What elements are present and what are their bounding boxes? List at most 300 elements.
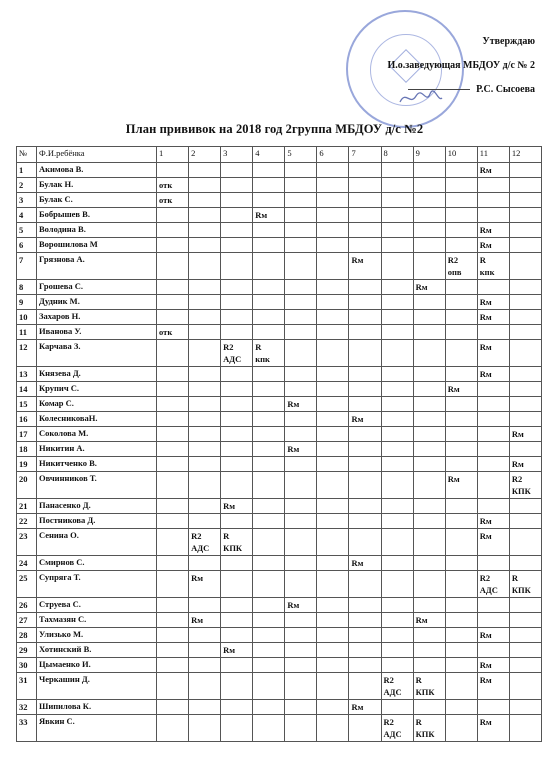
approval-block [335, 30, 535, 102]
vaccination-cell [317, 193, 349, 208]
vaccination-cell [349, 397, 381, 412]
vaccination-cell [189, 457, 221, 472]
vaccination-cell [445, 613, 477, 628]
vaccination-cell [349, 295, 381, 310]
vaccination-cell [221, 628, 253, 643]
vaccination-cell [285, 658, 317, 673]
vaccination-cell [221, 178, 253, 193]
vaccination-cell [509, 325, 541, 340]
vaccination-cell [221, 442, 253, 457]
row-number: 20 [17, 472, 37, 499]
vaccination-cell [157, 529, 189, 556]
vaccination-cell [445, 193, 477, 208]
vaccination-cell [317, 658, 349, 673]
vaccination-cell [157, 382, 189, 397]
row-number: 13 [17, 367, 37, 382]
vaccination-cell [381, 325, 413, 340]
vaccination-cell [221, 598, 253, 613]
vaccination-cell [285, 457, 317, 472]
vaccination-cell [253, 280, 285, 295]
vaccination-cell [157, 223, 189, 238]
vaccination-cell [477, 178, 509, 193]
row-number: 16 [17, 412, 37, 427]
row-number: 25 [17, 571, 37, 598]
table-row [17, 628, 542, 643]
child-name: Дудник М. [37, 295, 157, 310]
vaccination-cell [317, 643, 349, 658]
row-number: 33 [17, 715, 37, 742]
table-row [17, 238, 542, 253]
child-name: Струева С. [37, 598, 157, 613]
table-row [17, 658, 542, 673]
vaccination-cell [445, 340, 477, 367]
vaccination-cell [477, 397, 509, 412]
vaccination-cell [317, 163, 349, 178]
row-number: 32 [17, 700, 37, 715]
row-number: 11 [17, 325, 37, 340]
vaccination-cell [189, 340, 221, 367]
vaccination-cell [221, 673, 253, 700]
vaccination-cell [509, 598, 541, 613]
vaccination-cell [317, 223, 349, 238]
vaccination-cell [157, 613, 189, 628]
vaccination-cell [189, 178, 221, 193]
vaccination-cell [189, 397, 221, 412]
column-header: 6 [317, 147, 349, 163]
vaccination-cell: Rм [189, 613, 221, 628]
vaccination-cell [445, 499, 477, 514]
vaccination-cell [157, 700, 189, 715]
vaccination-cell [381, 340, 413, 367]
vaccination-cell: Rм [221, 499, 253, 514]
child-name: Грязнова А. [37, 253, 157, 280]
vaccination-cell [189, 472, 221, 499]
vaccination-cell [317, 442, 349, 457]
vaccination-cell [413, 571, 445, 598]
vaccination-cell: Rм [477, 367, 509, 382]
vaccination-cell [445, 397, 477, 412]
vaccination-cell [221, 457, 253, 472]
vaccination-cell: Rм [477, 514, 509, 529]
vaccination-cell [477, 208, 509, 223]
vaccination-cell: R КПК [413, 673, 445, 700]
vaccination-cell [285, 193, 317, 208]
column-header: 4 [253, 147, 285, 163]
vaccination-cell [381, 367, 413, 382]
vaccination-cell [157, 253, 189, 280]
vaccination-cell [253, 442, 285, 457]
row-number: 9 [17, 295, 37, 310]
vaccination-cell [349, 163, 381, 178]
vaccination-cell [253, 571, 285, 598]
vaccination-cell: Rм [445, 382, 477, 397]
vaccination-cell [285, 163, 317, 178]
vaccination-cell [317, 340, 349, 367]
vaccination-cell [509, 253, 541, 280]
table-row [17, 472, 542, 499]
vaccination-cell [253, 427, 285, 442]
vaccination-cell [157, 442, 189, 457]
vaccination-cell [381, 442, 413, 457]
vaccination-cell [381, 529, 413, 556]
vaccination-cell [349, 499, 381, 514]
vaccination-cell: Rм [509, 457, 541, 472]
vaccination-cell [189, 556, 221, 571]
table-row [17, 280, 542, 295]
vaccination-cell [285, 529, 317, 556]
vaccination-cell [349, 427, 381, 442]
table-row [17, 529, 542, 556]
vaccination-cell [157, 412, 189, 427]
vaccination-cell [349, 658, 381, 673]
child-name: Панасенко Д. [37, 499, 157, 514]
vaccination-cell: Rм [189, 571, 221, 598]
vaccination-cell [413, 658, 445, 673]
vaccination-cell [509, 715, 541, 742]
child-name: Булак Н. [37, 178, 157, 193]
vaccination-cell [285, 295, 317, 310]
vaccination-cell [509, 208, 541, 223]
vaccination-cell [445, 295, 477, 310]
vaccination-cell [317, 715, 349, 742]
vaccination-cell [285, 253, 317, 280]
vaccination-cell: Rм [349, 700, 381, 715]
vaccination-cell [477, 382, 509, 397]
vaccination-cell [253, 193, 285, 208]
vaccination-cell [157, 457, 189, 472]
column-header: 9 [413, 147, 445, 163]
child-name: Супряга Т. [37, 571, 157, 598]
vaccination-cell [445, 598, 477, 613]
vaccination-cell [477, 643, 509, 658]
vaccination-cell [381, 613, 413, 628]
vaccination-cell [509, 193, 541, 208]
vaccination-cell [317, 208, 349, 223]
child-name: Черкашин Д. [37, 673, 157, 700]
vaccination-cell [253, 700, 285, 715]
vaccination-cell [413, 223, 445, 238]
vaccination-cell [349, 382, 381, 397]
vaccination-cell [221, 208, 253, 223]
vaccination-cell [349, 193, 381, 208]
vaccination-cell [221, 412, 253, 427]
vaccination-cell [445, 658, 477, 673]
table-row [17, 382, 542, 397]
vaccination-cell: R2 АДС [189, 529, 221, 556]
row-number: 17 [17, 427, 37, 442]
vaccination-cell [381, 643, 413, 658]
vaccination-cell [157, 397, 189, 412]
vaccination-cell: Rм [477, 223, 509, 238]
vaccination-cell [413, 253, 445, 280]
vaccination-cell [253, 163, 285, 178]
vaccination-cell [189, 700, 221, 715]
vaccination-cell: Rм [477, 340, 509, 367]
vaccination-cell [285, 223, 317, 238]
vaccination-cell [349, 280, 381, 295]
vaccination-cell [157, 643, 189, 658]
vaccination-cell [349, 325, 381, 340]
table-row [17, 700, 542, 715]
vaccination-cell [253, 223, 285, 238]
vaccination-cell: Rм [477, 658, 509, 673]
vaccination-cell [189, 253, 221, 280]
vaccination-cell [157, 208, 189, 223]
vaccination-cell: R2 КПК [509, 472, 541, 499]
vaccination-cell [221, 700, 253, 715]
page-title: План прививок на 2018 год 2группа МБДОУ д/с №2 [125, 122, 424, 136]
row-number: 24 [17, 556, 37, 571]
vaccination-cell [253, 412, 285, 427]
vaccination-cell [285, 412, 317, 427]
column-header: 7 [349, 147, 381, 163]
vaccination-cell [381, 178, 413, 193]
vaccination-cell [157, 628, 189, 643]
vaccination-cell [157, 280, 189, 295]
vaccination-cell [189, 193, 221, 208]
vaccination-cell [381, 658, 413, 673]
vaccination-cell: R КПК [221, 529, 253, 556]
table-row [17, 310, 542, 325]
vaccination-cell: Rм [477, 310, 509, 325]
vaccination-cell [381, 253, 413, 280]
table-row [17, 397, 542, 412]
vaccination-cell [285, 310, 317, 325]
vaccination-cell [445, 700, 477, 715]
child-name: Постникова Д. [37, 514, 157, 529]
vaccination-cell: Rм [413, 613, 445, 628]
vaccination-cell [413, 643, 445, 658]
vaccination-cell [317, 382, 349, 397]
vaccination-cell [285, 340, 317, 367]
vaccination-cell [317, 238, 349, 253]
vaccination-cell [221, 367, 253, 382]
table-row [17, 223, 542, 238]
vaccination-cell [477, 700, 509, 715]
vaccination-cell [189, 643, 221, 658]
vaccination-cell: R2 опв [445, 253, 477, 280]
vaccination-cell [349, 367, 381, 382]
vaccination-cell [381, 280, 413, 295]
column-header: 3 [221, 147, 253, 163]
child-name: Грошева С. [37, 280, 157, 295]
vaccination-cell [253, 367, 285, 382]
vaccination-cell: R2 АДС [221, 340, 253, 367]
vaccination-cell [253, 658, 285, 673]
vaccination-cell [189, 238, 221, 253]
child-name: Булак С. [37, 193, 157, 208]
table-row [17, 208, 542, 223]
vaccination-cell: Rм [477, 295, 509, 310]
vaccination-cell [221, 571, 253, 598]
vaccination-cell [221, 253, 253, 280]
row-number: 4 [17, 208, 37, 223]
vaccination-cell [349, 310, 381, 325]
vaccination-cell [509, 499, 541, 514]
vaccination-cell [413, 499, 445, 514]
vaccination-cell [509, 367, 541, 382]
table-row [17, 295, 542, 310]
vaccination-cell [509, 382, 541, 397]
vaccination-cell [413, 178, 445, 193]
vaccination-cell [221, 295, 253, 310]
vaccination-cell [285, 208, 317, 223]
vaccination-cell [349, 223, 381, 238]
vaccination-cell [413, 529, 445, 556]
vaccination-cell [157, 340, 189, 367]
vaccination-cell [157, 598, 189, 613]
vaccination-cell [477, 499, 509, 514]
vaccination-cell [317, 253, 349, 280]
vaccination-cell: Rм [477, 628, 509, 643]
row-number: 18 [17, 442, 37, 457]
child-name: Крупич С. [37, 382, 157, 397]
vaccination-cell [253, 310, 285, 325]
child-name: Князева Д. [37, 367, 157, 382]
vaccination-cell [221, 397, 253, 412]
vaccination-table [16, 146, 542, 742]
vaccination-cell [413, 163, 445, 178]
vaccination-cell: Rм [477, 673, 509, 700]
vaccination-cell [189, 715, 221, 742]
vaccination-cell [413, 514, 445, 529]
row-number: 10 [17, 310, 37, 325]
table-row [17, 253, 542, 280]
row-number: 1 [17, 163, 37, 178]
table-row [17, 643, 542, 658]
table-row [17, 499, 542, 514]
vaccination-cell [285, 673, 317, 700]
vaccination-cell [349, 529, 381, 556]
vaccination-cell [509, 673, 541, 700]
child-name: Цымаенко И. [37, 658, 157, 673]
child-name: Карчава З. [37, 340, 157, 367]
vaccination-cell [445, 457, 477, 472]
child-name: Никитченко В. [37, 457, 157, 472]
vaccination-cell [189, 427, 221, 442]
vaccination-cell [221, 556, 253, 571]
vaccination-cell [157, 427, 189, 442]
vaccination-cell [477, 556, 509, 571]
vaccination-cell: Rм [349, 412, 381, 427]
vaccination-cell [317, 397, 349, 412]
table-body [17, 163, 542, 742]
vaccination-cell [413, 295, 445, 310]
vaccination-cell [413, 427, 445, 442]
vaccination-cell [445, 223, 477, 238]
vaccination-cell [221, 472, 253, 499]
vaccination-cell [509, 514, 541, 529]
vaccination-cell: R кпк [253, 340, 285, 367]
vaccination-cell [221, 613, 253, 628]
vaccination-cell [189, 499, 221, 514]
approver-position: И.о.заведующая МБДОУ д/с № 2 [387, 60, 535, 71]
vaccination-cell [509, 223, 541, 238]
row-number: 5 [17, 223, 37, 238]
vaccination-cell [477, 325, 509, 340]
child-name: Бобрышев В. [37, 208, 157, 223]
vaccination-cell [157, 514, 189, 529]
vaccination-cell [381, 472, 413, 499]
vaccination-cell [413, 340, 445, 367]
vaccination-cell [253, 628, 285, 643]
vaccination-cell [381, 700, 413, 715]
vaccination-cell [381, 310, 413, 325]
child-name: Смирнов С. [37, 556, 157, 571]
vaccination-cell: Rм [477, 238, 509, 253]
vaccination-cell [477, 412, 509, 427]
child-name: Шипилова К. [37, 700, 157, 715]
vaccination-cell [317, 325, 349, 340]
vaccination-cell [445, 715, 477, 742]
vaccination-cell [189, 280, 221, 295]
vaccination-cell [285, 700, 317, 715]
vaccination-cell [317, 457, 349, 472]
vaccination-cell [189, 325, 221, 340]
vaccination-cell [189, 628, 221, 643]
vaccination-cell [509, 658, 541, 673]
vaccination-cell [285, 514, 317, 529]
vaccination-cell [317, 427, 349, 442]
vaccination-cell [413, 208, 445, 223]
row-number: 3 [17, 193, 37, 208]
vaccination-cell [413, 700, 445, 715]
vaccination-cell [381, 514, 413, 529]
vaccination-cell [253, 325, 285, 340]
vaccination-cell [477, 472, 509, 499]
vaccination-cell [317, 472, 349, 499]
vaccination-cell [445, 208, 477, 223]
vaccination-cell [253, 472, 285, 499]
child-name: Тахмазян С. [37, 613, 157, 628]
vaccination-cell [509, 295, 541, 310]
vaccination-cell [317, 280, 349, 295]
vaccination-cell [509, 556, 541, 571]
vaccination-cell [445, 178, 477, 193]
table-row [17, 598, 542, 613]
vaccination-cell [317, 673, 349, 700]
vaccination-cell [477, 193, 509, 208]
table-row [17, 193, 542, 208]
vaccination-cell [285, 367, 317, 382]
row-number: 29 [17, 643, 37, 658]
vaccination-cell [381, 295, 413, 310]
vaccination-cell [349, 643, 381, 658]
vaccination-cell [157, 658, 189, 673]
table-row [17, 163, 542, 178]
vaccination-cell [285, 628, 317, 643]
table-row [17, 457, 542, 472]
vaccination-cell [413, 310, 445, 325]
vaccination-cell [253, 382, 285, 397]
vaccination-cell [253, 253, 285, 280]
column-header: 8 [381, 147, 413, 163]
vaccination-cell [509, 442, 541, 457]
vaccination-cell [477, 613, 509, 628]
vaccination-cell [189, 382, 221, 397]
child-name: Володина В. [37, 223, 157, 238]
vaccination-cell [349, 628, 381, 643]
vaccination-cell [509, 163, 541, 178]
vaccination-cell [509, 628, 541, 643]
child-name: Иванова У. [37, 325, 157, 340]
vaccination-cell [189, 223, 221, 238]
table-row [17, 325, 542, 340]
child-name: Овчинников Т. [37, 472, 157, 499]
table-header-row [17, 147, 542, 163]
vaccination-cell [221, 514, 253, 529]
child-name: Сенина О. [37, 529, 157, 556]
